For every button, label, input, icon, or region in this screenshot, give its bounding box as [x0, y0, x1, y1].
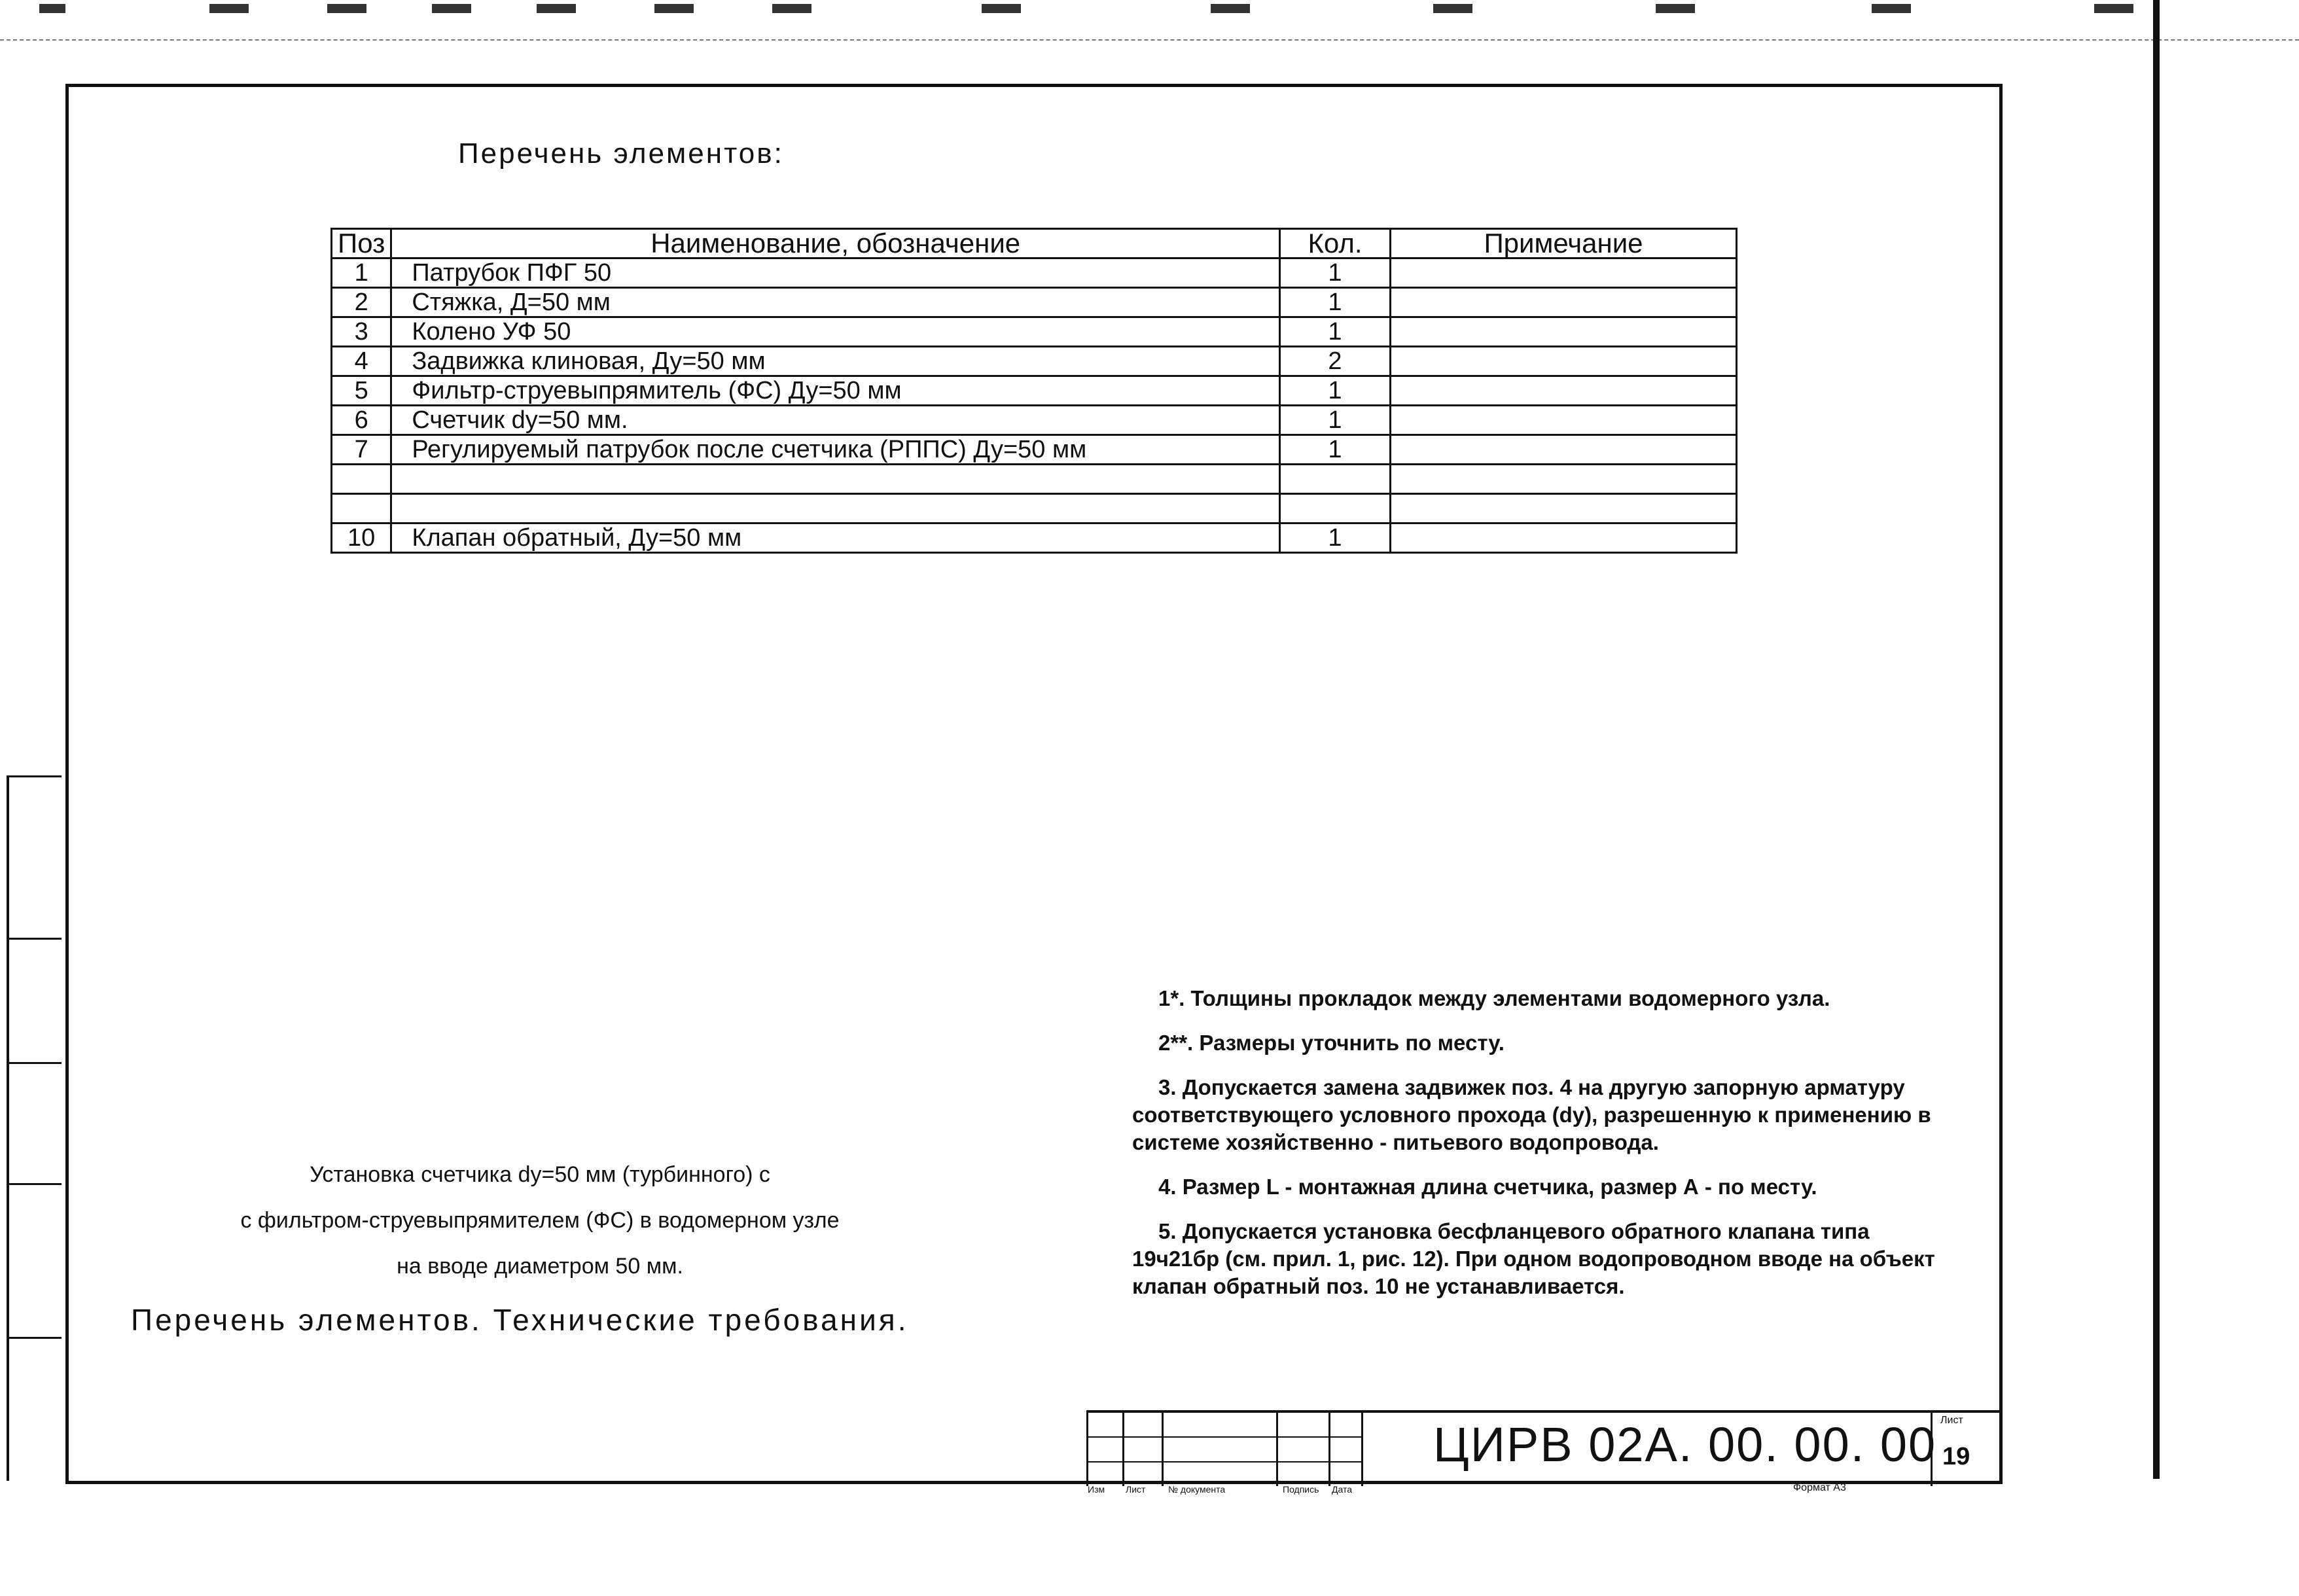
note-item: 3. Допускается замена задвижек поз. 4 на другую запорную арматуру соответствующего условного прохода (dy), разрешенную к применению в системе хозяйственно - питьевого водопровода. [1132, 1075, 1931, 1154]
cell-note [1391, 465, 1737, 494]
cell-qty: 1 [1280, 258, 1391, 288]
header-note: Примечание [1391, 229, 1737, 258]
cell-name: Стяжка, Д=50 мм [391, 288, 1280, 317]
sheet-label: Лист [1940, 1415, 1963, 1426]
format-label: Формат А3 [1793, 1482, 1846, 1493]
cell-name: Колено УФ 50 [391, 317, 1280, 347]
col-label: Изм [1088, 1484, 1105, 1495]
scan-mark [982, 4, 1021, 13]
cell-qty: 1 [1280, 288, 1391, 317]
side-stamp-block [7, 775, 62, 1481]
cell-qty: 1 [1280, 406, 1391, 435]
cell-pos: 6 [332, 406, 391, 435]
cell-name: Задвижка клиновая, Ду=50 мм [391, 347, 1280, 376]
header-qty: Кол. [1280, 229, 1391, 258]
cell-note [1391, 435, 1737, 465]
cell-qty: 1 [1280, 523, 1391, 553]
scan-mark [1656, 4, 1695, 13]
note-item: 2**. Размеры уточнить по месту. [1158, 1031, 1505, 1055]
cell-note [1391, 406, 1737, 435]
cell-note [1391, 347, 1737, 376]
cell-name [391, 465, 1280, 494]
title-block-divider [1122, 1413, 1124, 1486]
cell-note [1391, 523, 1737, 553]
table-row [332, 376, 1737, 406]
cell-pos: 1 [332, 258, 391, 288]
scan-mark [209, 4, 249, 13]
scan-mark [654, 4, 694, 13]
table-row [332, 465, 1737, 494]
cell-note [1391, 376, 1737, 406]
scan-mark [537, 4, 576, 13]
cell-pos: 4 [332, 347, 391, 376]
title-block-divider [1276, 1413, 1278, 1486]
cell-qty: 1 [1280, 317, 1391, 347]
cell-qty: 2 [1280, 347, 1391, 376]
note-item: 5. Допускается установка бесфланцевого обратного клапана типа 19ч21бр (см. прил. 1, рис. 12). При одном водопроводном вводе на объект клапан обратный поз. 10 не устанавливается. [1132, 1219, 1935, 1298]
cell-note [1391, 494, 1737, 523]
col-label: Подпись [1283, 1484, 1319, 1495]
cell-name: Клапан обратный, Ду=50 мм [391, 523, 1280, 553]
table-row [332, 494, 1737, 523]
cell-name: Счетчик dy=50 мм. [391, 406, 1280, 435]
technical-requirements [1132, 985, 1937, 1317]
header-pos: Поз [332, 229, 391, 258]
scan-mark [432, 4, 471, 13]
table-row [332, 317, 1737, 347]
col-label: Дата [1332, 1484, 1353, 1495]
table-row [332, 258, 1737, 288]
col-label: № документа [1168, 1484, 1226, 1495]
elements-heading: Перечень элементов: [458, 137, 784, 169]
cell-qty [1280, 494, 1391, 523]
note-item: 4. Размер L - монтажная длина счетчика, размер А - по месту. [1158, 1175, 1817, 1199]
table-header-row [332, 229, 1737, 258]
cell-pos [332, 465, 391, 494]
caption-title: Перечень элементов. Технические требования. [131, 1303, 909, 1337]
cell-pos [332, 494, 391, 523]
elements-table [330, 228, 1738, 554]
title-block-divider [1086, 1413, 1088, 1486]
cell-name: Патрубок ПФГ 50 [391, 258, 1280, 288]
scan-mark [39, 4, 65, 13]
title-block-divider [1328, 1413, 1330, 1486]
drawing-caption [164, 1152, 916, 1289]
cell-pos: 3 [332, 317, 391, 347]
cell-qty: 1 [1280, 435, 1391, 465]
cell-pos: 10 [332, 523, 391, 553]
side-stamp-divider [9, 1183, 62, 1185]
cell-note [1391, 317, 1737, 347]
scan-mark [1872, 4, 1911, 13]
side-stamp-divider [9, 938, 62, 940]
cell-pos: 5 [332, 376, 391, 406]
sheet-number: 19 [1942, 1443, 1970, 1470]
scan-mark [1433, 4, 1472, 13]
scan-header-strip [0, 0, 2299, 41]
cell-note [1391, 258, 1737, 288]
cell-name [391, 494, 1280, 523]
title-block-rule [1086, 1461, 1361, 1463]
title-block-divider [1361, 1413, 1363, 1486]
caption-line: на вводе диаметром 50 мм. [397, 1254, 683, 1279]
cell-name: Регулируемый патрубок после счетчика (РППС) Ду=50 мм [391, 435, 1280, 465]
side-stamp-divider [9, 1337, 62, 1339]
scan-mark [327, 4, 366, 13]
table-row [332, 435, 1737, 465]
header-name: Наименование, обозначение [391, 229, 1280, 258]
cell-qty [1280, 465, 1391, 494]
title-block-rule [1086, 1436, 1361, 1438]
note-item: 1*. Толщины прокладок между элементами водомерного узла. [1158, 986, 1830, 1010]
side-stamp-divider [9, 1062, 62, 1064]
cell-pos: 2 [332, 288, 391, 317]
caption-line: с фильтром-струевыпрямителем (ФС) в водомерном узле [240, 1208, 840, 1233]
cell-note [1391, 288, 1737, 317]
table-row [332, 347, 1737, 376]
table-row [332, 406, 1737, 435]
caption-line: Установка счетчика dy=50 мм (турбинного) с [310, 1162, 770, 1187]
col-label: Лист [1126, 1484, 1146, 1495]
scan-mark [772, 4, 811, 13]
cell-pos: 7 [332, 435, 391, 465]
table-row [332, 288, 1737, 317]
scan-mark [1211, 4, 1250, 13]
cell-qty: 1 [1280, 376, 1391, 406]
title-block-divider [1162, 1413, 1164, 1486]
document-code: ЦИРВ 02А. 00. 00. 00 [1433, 1417, 1937, 1472]
sheet-edge-rule [2153, 0, 2160, 1479]
scan-mark [2094, 4, 2133, 13]
cell-name: Фильтр-струевыпрямитель (ФС) Ду=50 мм [391, 376, 1280, 406]
table-row [332, 523, 1737, 553]
